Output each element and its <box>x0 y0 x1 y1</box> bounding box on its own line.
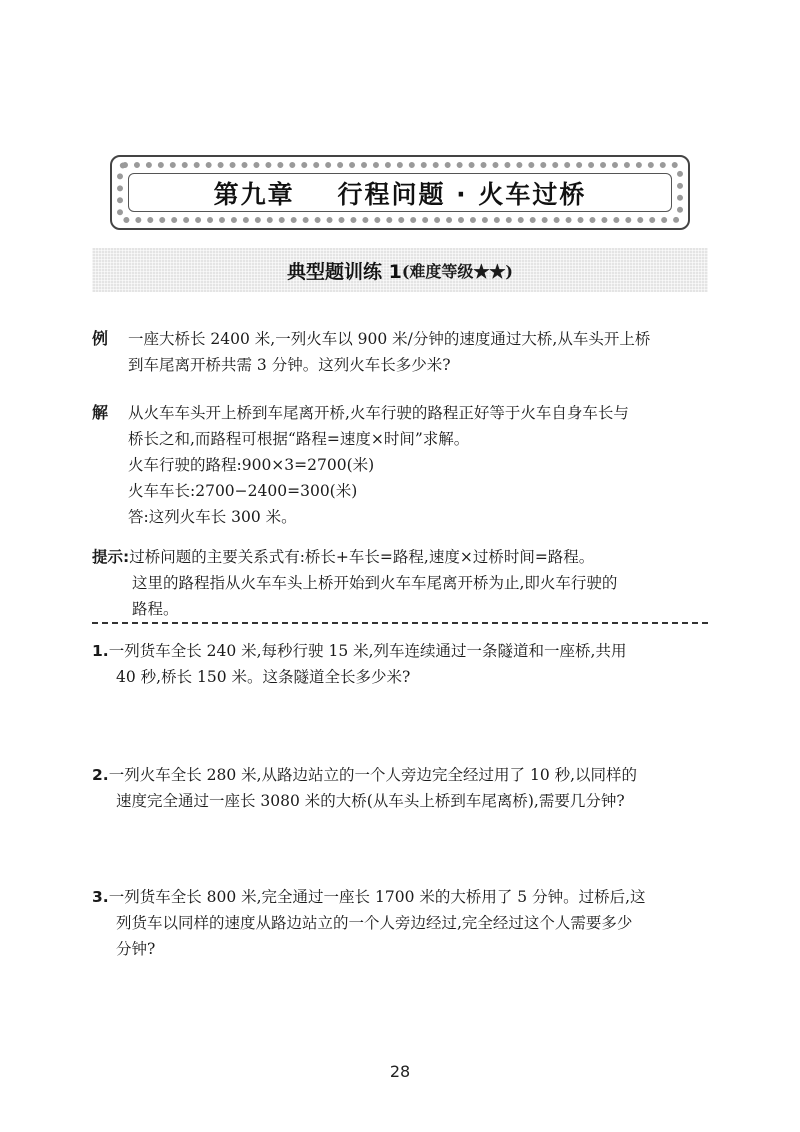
tip-line: 过桥问题的主要关系式有:桥长+车长=路程,速度×过桥时间=路程。 <box>129 548 595 566</box>
question-line: 速度完全通过一座长 3080 米的大桥(从车头上桥到车尾离桥),需要几分钟? <box>116 792 625 810</box>
difficulty-rating: (难度等级★★) <box>401 261 513 281</box>
question-2 <box>92 762 712 814</box>
chapter-banner-inner <box>128 173 672 212</box>
page-number: 28 <box>389 1062 411 1081</box>
chapter-title: 第九章 行程问题 · 火车过桥 <box>213 179 587 209</box>
solution-block <box>92 400 712 530</box>
question-1 <box>92 638 712 690</box>
solution-line: 火车车长:2700−2400=300(米) <box>128 482 358 500</box>
question-line: 一列货车全长 240 米,每秒行驶 15 米,列车连续通过一条隧道和一座桥,共用 <box>108 642 627 660</box>
question-number: 2. <box>92 766 109 784</box>
question-line: 一列货车全长 800 米,完全通过一座长 1700 米的大桥用了 5 分钟。过桥后,这 <box>108 888 646 906</box>
training-title: 典型题训练 1 <box>287 260 402 283</box>
chapter-banner <box>110 155 690 230</box>
tip-line: 这里的路程指从火车车头上桥开始到火车车尾离开桥为止,即火车行驶的 <box>132 574 618 592</box>
tip-block <box>92 544 712 622</box>
solution-tag: 解 <box>92 403 109 422</box>
example-block <box>92 326 712 378</box>
solution-line: 从火车车头开上桥到车尾离开桥,火车行驶的路程正好等于火车自身车长与 <box>128 404 629 422</box>
question-number: 1. <box>92 642 109 660</box>
question-line: 40 秒,桥长 150 米。这条隧道全长多少米? <box>116 668 411 686</box>
question-3 <box>92 884 712 962</box>
question-line: 分钟? <box>116 940 156 958</box>
question-number: 3. <box>92 888 109 906</box>
question-line: 列货车以同样的速度从路边站立的一个人旁边经过,完全经过这个人需要多少 <box>116 914 633 932</box>
solution-line: 桥长之和,而路程可根据“路程=速度×时间”求解。 <box>128 430 470 448</box>
solution-answer: 答:这列火车长 300 米。 <box>128 508 297 526</box>
example-tag: 例 <box>92 329 109 348</box>
example-line: 一座大桥长 2400 米,一列火车以 900 米/分钟的速度通过大桥,从车头开上桥 <box>128 330 651 348</box>
tip-tag: 提示: <box>92 548 130 566</box>
example-line: 到车尾离开桥共需 3 分钟。这列火车长多少米? <box>128 356 451 374</box>
training-header <box>92 248 708 292</box>
tip-line: 路程。 <box>132 600 179 618</box>
section-divider <box>92 622 708 624</box>
question-line: 一列火车全长 280 米,从路边站立的一个人旁边完全经过用了 10 秒,以同样的 <box>108 766 638 784</box>
solution-line: 火车行驶的路程:900×3=2700(米) <box>128 456 375 474</box>
